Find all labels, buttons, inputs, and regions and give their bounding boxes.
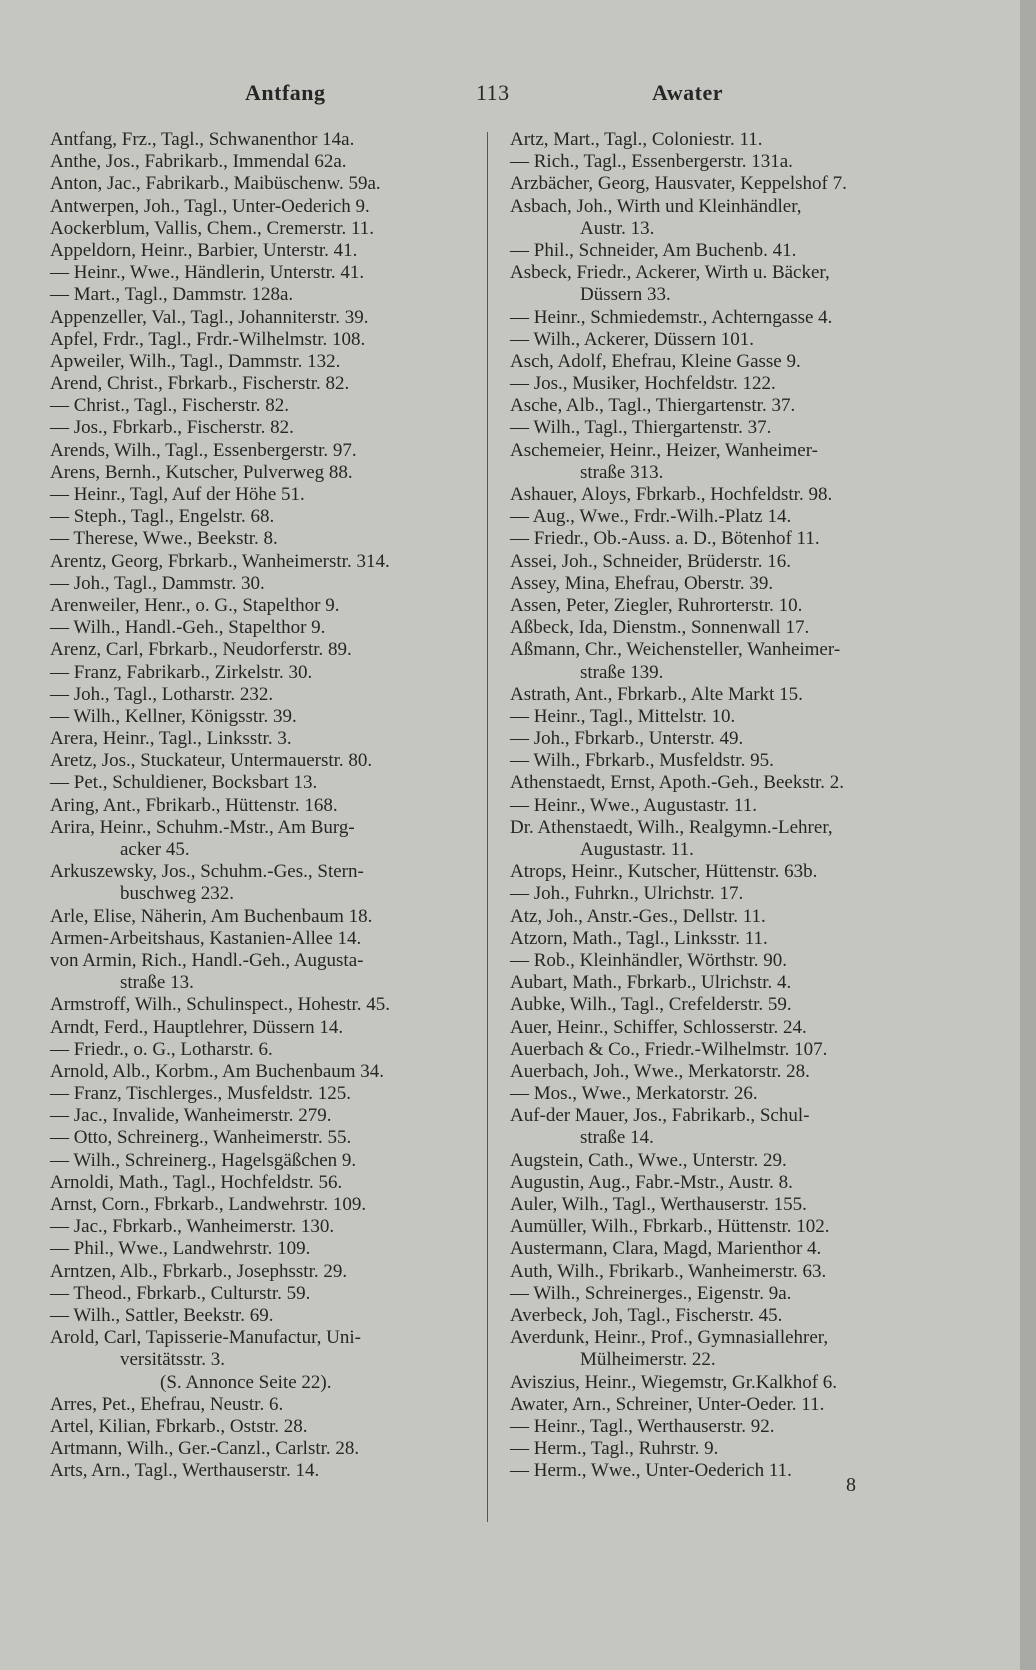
directory-entry [50, 173, 475, 195]
entry-text: Arle, Elise, Näherin, Am Buchenbaum 18. [50, 905, 373, 927]
directory-entry [50, 528, 475, 550]
directory-entry [50, 351, 475, 373]
entry-text: — Wilh., Schreinerg., Hagelsgäßchen 9. [50, 1149, 357, 1171]
entry-text: Arzbächer, Georg, Hausvater, Keppelshof 7. [510, 173, 847, 195]
directory-entry [50, 1017, 475, 1039]
directory-entry [510, 1172, 930, 1194]
entry-continuation: Austr. 13. [580, 217, 655, 239]
directory-entry [50, 1438, 475, 1460]
directory-entry [510, 1017, 930, 1039]
entry-continuation: straße 13. [120, 972, 194, 994]
directory-entry [510, 1150, 930, 1172]
directory-entry [510, 817, 930, 861]
entry-text: Anton, Jac., Fabrikarb., Maibüschenw. 59a. [50, 173, 381, 195]
entry-text: Athenstaedt, Ernst, Apoth.-Geh., Beekstr. 2. [510, 772, 845, 794]
directory-entry [510, 1438, 930, 1460]
directory-entry [510, 861, 930, 883]
entry-text: Apweiler, Wilh., Tagl., Dammstr. 132. [50, 350, 341, 372]
entry-text: — Phil., Wwe., Landwehrstr. 109. [50, 1238, 311, 1260]
directory-entry [510, 883, 930, 905]
entry-text: Augstein, Cath., Wwe., Unterstr. 29. [510, 1149, 787, 1171]
directory-entry [50, 373, 475, 395]
entry-text: Auth, Wilh., Fbrikarb., Wanheimerstr. 63. [510, 1260, 827, 1282]
entry-continuation: straße 14. [580, 1127, 654, 1149]
directory-entry [50, 1105, 475, 1127]
directory-entry [50, 595, 475, 617]
entry-text: Arend, Christ., Fbrkarb., Fischerstr. 82. [50, 373, 350, 395]
directory-entry [510, 573, 930, 595]
entry-text: Asbeck, Friedr., Ackerer, Wirth u. Bäcker, [510, 262, 830, 284]
left-column [50, 129, 475, 1482]
directory-entry [510, 551, 930, 573]
directory-entry [50, 1194, 475, 1216]
entry-text: Armstroff, Wilh., Schulinspect., Hohestr. 45. [50, 994, 390, 1016]
entry-text: Atz, Joh., Anstr.-Ges., Dellstr. 11. [510, 905, 766, 927]
entry-text: — Joh., Tagl., Lotharstr. 232. [50, 683, 274, 705]
entry-text: Augustin, Aug., Fabr.-Mstr., Austr. 8. [510, 1171, 793, 1193]
entry-text: Arntzen, Alb., Fbrkarb., Josephsstr. 29. [50, 1260, 348, 1282]
entry-text: Arens, Bernh., Kutscher, Pulverweg 88. [50, 461, 353, 483]
entry-text: Antwerpen, Joh., Tagl., Unter-Oederich 9. [50, 195, 370, 217]
entry-text: Aring, Ant., Fbrikarb., Hüttenstr. 168. [50, 794, 338, 816]
directory-entry [50, 1416, 475, 1438]
directory-entry [50, 1305, 475, 1327]
entry-text: Atrops, Heinr., Kutscher, Hüttenstr. 63b. [510, 861, 818, 883]
entry-text: — Theod., Fbrkarb., Culturstr. 59. [50, 1282, 311, 1304]
directory-entry [50, 1327, 475, 1394]
directory-entry [510, 262, 930, 306]
entry-text: Asche, Alb., Tagl., Thiergartenstr. 37. [510, 395, 796, 417]
page-edge [1020, 0, 1036, 1670]
directory-entry [50, 462, 475, 484]
entry-text: — Friedr., o. G., Lotharstr. 6. [50, 1038, 273, 1060]
directory-entry [510, 1194, 930, 1216]
directory-entry [50, 1238, 475, 1260]
directory-entry [50, 440, 475, 462]
entry-text: Auler, Wilh., Tagl., Werthauserstr. 155. [510, 1194, 807, 1215]
directory-entry [510, 928, 930, 950]
directory-entry [510, 1061, 930, 1083]
directory-entry [50, 395, 475, 417]
entry-text: Aockerblum, Vallis, Chem., Cremerstr. 11. [50, 217, 375, 239]
directory-entry [50, 728, 475, 750]
directory-entry [50, 662, 475, 684]
entry-text: — Rich., Tagl., Essenbergerstr. 131a. [510, 151, 793, 173]
entry-text: — Heinr., Tagl., Werthauserstr. 92. [510, 1415, 775, 1437]
directory-entry [50, 861, 475, 905]
directory-entry [510, 173, 930, 195]
entry-text: Arts, Arn., Tagl., Werthauserstr. 14. [50, 1460, 320, 1482]
right-column [510, 129, 930, 1482]
directory-entry [50, 573, 475, 595]
entry-text: — Wilh., Kellner, Königsstr. 39. [50, 705, 297, 727]
entry-text: Anthe, Jos., Fabrikarb., Immendal 62a. [50, 151, 347, 173]
directory-entry [510, 772, 930, 794]
directory-entry [50, 817, 475, 861]
directory-entry [510, 994, 930, 1016]
entry-text: Dr. Athenstaedt, Wilh., Realgymn.-Lehrer, [510, 816, 833, 838]
entry-text: Ashauer, Aloys, Fbrkarb., Hochfeldstr. 98. [510, 484, 833, 505]
directory-entry [510, 1083, 930, 1105]
entry-text: Antfang, Frz., Tagl., Schwanenthor 14a. [50, 129, 355, 150]
directory-entry [50, 1172, 475, 1194]
entry-text: Arera, Heinr., Tagl., Linksstr. 3. [50, 728, 292, 750]
entry-text: Appenzeller, Val., Tagl., Johanniterstr. 39. [50, 306, 369, 328]
entry-text: — Wilh., Sattler, Beekstr. 69. [50, 1304, 274, 1326]
directory-entry [50, 1150, 475, 1172]
directory-entry [50, 1127, 475, 1149]
entry-text: — Pet., Schuldiener, Bocksbart 13. [50, 772, 318, 794]
directory-entry [510, 950, 930, 972]
directory-entry [50, 706, 475, 728]
entry-continuation: versitätsstr. 3. [120, 1349, 226, 1371]
entry-text: — Herm., Tagl., Ruhrstr. 9. [510, 1438, 719, 1460]
entry-text: — Wilh., Fbrkarb., Musfeldstr. 95. [510, 750, 774, 772]
entry-text: Assey, Mina, Ehefrau, Oberstr. 39. [510, 572, 774, 594]
directory-entry [510, 484, 930, 506]
directory-entry [510, 329, 930, 351]
entry-text: — Jos., Musiker, Hochfeldstr. 122. [510, 373, 776, 395]
entry-text: — Jac., Invalide, Wanheimerstr. 279. [50, 1105, 332, 1127]
entry-text: Aretz, Jos., Stuckateur, Untermauerstr. 80. [50, 750, 373, 772]
entry-text: Auerbach, Joh., Wwe., Merkatorstr. 28. [510, 1060, 810, 1082]
directory-entry [50, 1216, 475, 1238]
directory-entry [510, 373, 930, 395]
entry-text: von Armin, Rich., Handl.-Geh., Augusta- [50, 949, 364, 971]
entry-text: Aubart, Math., Fbrkarb., Ulrichstr. 4. [510, 972, 792, 994]
directory-entry [50, 1394, 475, 1416]
entry-text: Artel, Kilian, Fbrkarb., Oststr. 28. [50, 1415, 308, 1437]
directory-entry [50, 506, 475, 528]
directory-entry [510, 1460, 930, 1482]
directory-entry [510, 395, 930, 417]
directory-entry [510, 684, 930, 706]
directory-entry [50, 994, 475, 1016]
directory-entry [510, 617, 930, 639]
entry-text: — Jos., Fbrkarb., Fischerstr. 82. [50, 417, 294, 439]
entry-text: Arnst, Corn., Fbrkarb., Landwehrstr. 109. [50, 1194, 367, 1215]
directory-entry [510, 595, 930, 617]
entry-text: — Heinr., Schmiedemstr., Achterngasse 4. [510, 306, 833, 328]
entry-text: Aumüller, Wilh., Fbrkarb., Hüttenstr. 102. [510, 1216, 830, 1238]
entry-text: — Otto, Schreinerg., Wanheimerstr. 55. [50, 1127, 352, 1149]
directory-entry [50, 906, 475, 928]
directory-entry [50, 1061, 475, 1083]
entry-text: Arentz, Georg, Fbrkarb., Wanheimerstr. 314. [50, 550, 390, 572]
entry-text: Arkuszewsky, Jos., Schuhm.-Ges., Stern- [50, 861, 364, 883]
entry-continuation: Düssern 33. [580, 284, 671, 306]
directory-entry [510, 1039, 930, 1061]
entry-text: — Therese, Wwe., Beekstr. 8. [50, 528, 278, 550]
entry-text: Arold, Carl, Tapisserie-Manufactur, Uni- [50, 1327, 361, 1349]
directory-entry [50, 772, 475, 794]
entry-text: Awater, Arn., Schreiner, Unter-Oeder. 11. [510, 1393, 825, 1415]
directory-entry [50, 551, 475, 573]
directory-entry [510, 196, 930, 240]
directory-entry [50, 262, 475, 284]
directory-entry [50, 284, 475, 306]
directory-entry [510, 506, 930, 528]
entry-text: Artmann, Wilh., Ger.-Canzl., Carlstr. 28. [50, 1438, 360, 1460]
entry-text: — Herm., Wwe., Unter-Oederich 11. [510, 1460, 792, 1482]
directory-entry [50, 151, 475, 173]
entry-text: — Wilh., Ackerer, Düssern 101. [510, 328, 755, 350]
entry-text: Auer, Heinr., Schiffer, Schlosserstr. 24. [510, 1016, 807, 1038]
directory-entry [510, 1261, 930, 1283]
entry-text: Austermann, Clara, Magd, Marienthor 4. [510, 1238, 822, 1260]
directory-entry [50, 617, 475, 639]
directory-entry [510, 906, 930, 928]
directory-entry [510, 351, 930, 373]
entry-text: — Franz, Fabrikarb., Zirkelstr. 30. [50, 661, 313, 683]
directory-entry [50, 240, 475, 262]
entry-text: Asch, Adolf, Ehefrau, Kleine Gasse 9. [510, 350, 801, 372]
entry-text: Assen, Peter, Ziegler, Ruhrorterstr. 10. [510, 594, 803, 616]
entry-text: — Joh., Fbrkarb., Unterstr. 49. [510, 728, 744, 750]
entry-text: Asbach, Joh., Wirth und Kleinhändler, [510, 195, 802, 217]
directory-entry [510, 639, 930, 683]
entry-text: — Friedr., Ob.-Auss. a. D., Bötenhof 11. [510, 528, 820, 550]
entry-text: Atzorn, Math., Tagl., Linksstr. 11. [510, 927, 768, 949]
entry-text: Apfel, Frdr., Tagl., Frdr.-Wilhelmstr. 108. [50, 328, 366, 350]
directory-entry [510, 795, 930, 817]
directory-entry [50, 307, 475, 329]
directory-entry [510, 240, 930, 262]
signature-mark: 8 [846, 1474, 856, 1496]
entry-continuation: straße 313. [580, 461, 664, 483]
directory-entry [50, 928, 475, 950]
directory-entry [510, 1216, 930, 1238]
entry-text: — Heinr., Tagl., Mittelstr. 10. [510, 705, 736, 727]
directory-entry [50, 484, 475, 506]
directory-entry [510, 440, 930, 484]
directory-entry [510, 528, 930, 550]
directory-entry [50, 684, 475, 706]
entry-text: — Heinr., Tagl, Auf der Höhe 51. [50, 484, 305, 505]
directory-entry [50, 1460, 475, 1482]
directory-entry [50, 639, 475, 661]
directory-entry [510, 750, 930, 772]
directory-entry [510, 1327, 930, 1371]
entry-text: — Steph., Tagl., Engelstr. 68. [50, 506, 275, 528]
directory-entry [50, 950, 475, 994]
directory-entry [510, 1283, 930, 1305]
entry-text: — Jac., Fbrkarb., Wanheimerstr. 130. [50, 1216, 335, 1238]
entry-text: Appeldorn, Heinr., Barbier, Unterstr. 41. [50, 239, 358, 261]
directory-entry [510, 1238, 930, 1260]
directory-entry [510, 1105, 930, 1149]
directory-entry [50, 1083, 475, 1105]
directory-entry [50, 795, 475, 817]
directory-entry [510, 972, 930, 994]
entry-continuation: Mülheimerstr. 22. [580, 1349, 716, 1371]
page-number: 113 [476, 80, 510, 105]
directory-entry [510, 307, 930, 329]
entry-continuation: acker 45. [120, 839, 190, 860]
directory-entry [50, 750, 475, 772]
directory-entry [50, 417, 475, 439]
entry-text: Arends, Wilh., Tagl., Essenbergerstr. 97. [50, 439, 357, 461]
entry-text: — Wilh., Schreinerges., Eigenstr. 9a. [510, 1282, 792, 1304]
directory-entry [510, 1372, 930, 1394]
entry-text: Arnoldi, Math., Tagl., Hochfeldstr. 56. [50, 1171, 343, 1193]
entry-text: Aßmann, Chr., Weichensteller, Wanheimer- [510, 639, 841, 661]
entry-continuation: Augustastr. 11. [580, 839, 694, 860]
entry-text: — Wilh., Handl.-Geh., Stapelthor 9. [50, 617, 326, 639]
directory-entry [510, 728, 930, 750]
entry-text: — Joh., Tagl., Dammstr. 30. [50, 572, 265, 594]
directory-entry [50, 1283, 475, 1305]
entry-continuation: buschweg 232. [120, 883, 234, 905]
entry-continuation: straße 139. [580, 661, 664, 683]
entry-text: Arenweiler, Henr., o. G., Stapelthor 9. [50, 594, 340, 616]
entry-text: Averbeck, Joh, Tagl., Fischerstr. 45. [510, 1304, 783, 1326]
running-head-first-entry: Antfang [245, 80, 326, 105]
directory-entry [510, 1305, 930, 1327]
entry-text: — Heinr., Wwe., Augustastr. 11. [510, 794, 757, 816]
entry-text: — Aug., Wwe., Frdr.-Wilh.-Platz 14. [510, 506, 792, 528]
entry-note: (S. Annonce Seite 22). [160, 1371, 332, 1393]
entry-text: — Christ., Tagl., Fischerstr. 82. [50, 395, 289, 417]
directory-entry [50, 1261, 475, 1283]
entry-text: — Phil., Schneider, Am Buchenb. 41. [510, 239, 797, 261]
entry-text: — Wilh., Tagl., Thiergartenstr. 37. [510, 417, 772, 439]
directory-entry [510, 151, 930, 173]
entry-text: Aviszius, Heinr., Wiegemstr, Gr.Kalkhof 6. [510, 1371, 838, 1393]
entry-text: — Franz, Tischlerges., Musfeldstr. 125. [50, 1083, 352, 1105]
entry-text: Astrath, Ant., Fbrkarb., Alte Markt 15. [510, 683, 803, 705]
entry-text: — Mos., Wwe., Merkatorstr. 26. [510, 1083, 758, 1105]
directory-entry [50, 196, 475, 218]
entry-text: Averdunk, Heinr., Prof., Gymnasiallehrer, [510, 1327, 829, 1349]
directory-entry [50, 1039, 475, 1061]
entry-text: — Heinr., Wwe., Händlerin, Unterstr. 41. [50, 262, 365, 284]
entry-text: Arenz, Carl, Fbrkarb., Neudorferstr. 89. [50, 639, 352, 661]
entry-text: — Rob., Kleinhändler, Wörthstr. 90. [510, 949, 787, 971]
entry-text: Arira, Heinr., Schuhm.-Mstr., Am Burg- [50, 816, 355, 838]
entry-text: — Mart., Tagl., Dammstr. 128a. [50, 284, 294, 306]
entry-text: Armen-Arbeitshaus, Kastanien-Allee 14. [50, 927, 362, 949]
directory-entry [50, 329, 475, 351]
directory-entry [50, 129, 475, 151]
entry-text: Aßbeck, Ida, Dienstm., Sonnenwall 17. [510, 617, 810, 639]
directory-entry [510, 1416, 930, 1438]
entry-text: Arnold, Alb., Korbm., Am Buchenbaum 34. [50, 1060, 385, 1082]
directory-entry [510, 1394, 930, 1416]
entry-text: Artz, Mart., Tagl., Coloniestr. 11. [510, 129, 763, 150]
directory-entry [510, 417, 930, 439]
directory-entry [50, 218, 475, 240]
entry-text: Arndt, Ferd., Hauptlehrer, Düssern 14. [50, 1016, 344, 1038]
running-head-last-entry: Awater [652, 80, 723, 105]
entry-text: Aschemeier, Heinr., Heizer, Wanheimer- [510, 439, 818, 461]
entry-text: Assei, Joh., Schneider, Brüderstr. 16. [510, 550, 792, 572]
column-divider [487, 132, 488, 1522]
entry-text: Arres, Pet., Ehefrau, Neustr. 6. [50, 1393, 284, 1415]
directory-entry [510, 129, 930, 151]
directory-entry [510, 706, 930, 728]
entry-text: Auerbach & Co., Friedr.-Wilhelmstr. 107. [510, 1038, 828, 1060]
entry-text: Auf-der Mauer, Jos., Fabrikarb., Schul- [510, 1105, 810, 1127]
entry-text: Aubke, Wilh., Tagl., Crefelderstr. 59. [510, 994, 792, 1016]
entry-text: — Joh., Fuhrkn., Ulrichstr. 17. [510, 883, 744, 905]
